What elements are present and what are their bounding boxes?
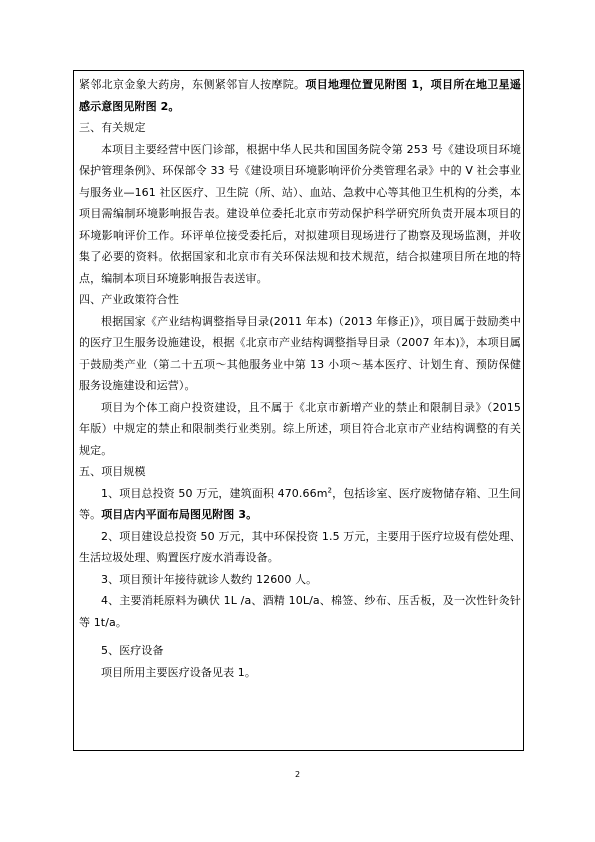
scale-item-5: 5、医疗设备	[101, 644, 164, 657]
page-number: 2	[294, 770, 301, 779]
section-heading-3: 三、有关规定	[79, 121, 146, 134]
scale-item-1-text: 1、项目总投资 50 万元，建筑面积 470.66m	[101, 486, 328, 500]
policy-paragraph-1: 根据国家《产业结构调整指导目录(2011 年本)（2013 年修正)》，项目属于鼓励类中的医疗卫生服务设施建设，根据《北京市产业结构调整指导目录（2007 年本)》，本项目属于鼓励类产业（第二十五项～其他服务业中第 13 小项～基本医疗、计划生育、预防保健服务设施建设和运营）。	[79, 314, 521, 392]
regulations-paragraph: 本项目主要经营中医门诊部，根据中华人民共和国国务院令第 253 号《建设项目环境保护管理条例》、环保部令 33 号《建设项目环境影响评价分类管理名录》中的 V 社会事业与服务业—161 社区医疗、卫生院（所、站）、血站、急救中心等其他卫生机构的分类，本项目需编制环境影响报告表。建设单位委托北京市劳动保护科学研究所负责开展本项目的环境影响评价工作。环评单位接受委托后，对拟建项目现场进行了勘察及现场监测，并收集了必要的资料。依据国家和北京市有关环保法规和技术规范，结合拟建项目所在地的特点，编制本项目环境影响报告表送审。	[79, 142, 521, 285]
area-unit-superscript: 2	[327, 485, 333, 494]
scale-item-1	[79, 483, 521, 526]
equipment-table-reference: 项目所用主要医疗设备见表 1。	[101, 665, 256, 679]
scale-item-1-text-cont: ，包括诊室、医疗废物储存箱、卫生间等。	[79, 486, 521, 521]
layout-figure-reference: 项目店内平面布局图见附图 3。	[101, 508, 258, 521]
scale-item-4: 4、主要消耗原料为碘伏 1L /a、酒精 10L/a、棉签、纱布、压舌板，及一次性针灸针等 1t/a。	[79, 594, 521, 629]
intro-paragraph	[79, 74, 521, 117]
spacer	[79, 633, 521, 640]
scale-item-3: 3、项目预计年接待就诊人数约 12600 人。	[101, 572, 318, 586]
policy-paragraph-2: 项目为个体工商户投资建设，且不属于《北京市新增产业的禁止和限制目录》（2015 年版）中规定的禁止和限制类行业类别。综上所述，项目符合北京市产业结构调整的有关规定。	[79, 400, 521, 457]
intro-text: 紧邻北京金象大药房，东侧紧邻盲人按摩院。	[79, 78, 306, 91]
document-body	[79, 74, 521, 683]
figure-reference: 项目地理位置见附图 1，项目所在地卫星遥感示意图见附图 2。	[79, 78, 522, 113]
section-heading-4: 四、产业政策符合性	[79, 293, 179, 306]
section-heading-5: 五、项目规模	[79, 465, 146, 478]
scale-item-2: 2、项目建设总投资 50 万元，其中环保投资 1.5 万元，主要用于医疗垃圾有偿处理、生活垃圾处理、购置医疗废水消毒设备。	[79, 529, 521, 564]
